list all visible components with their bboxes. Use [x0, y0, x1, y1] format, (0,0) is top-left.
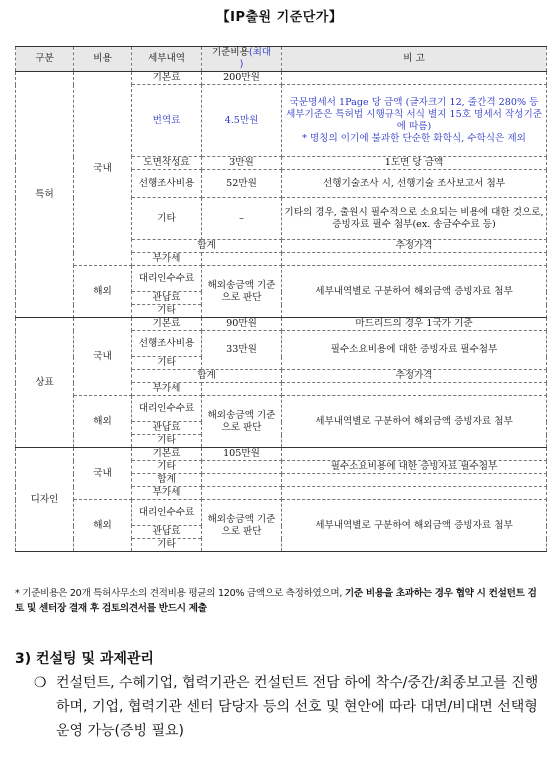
trademark-basic-value: 90만원	[202, 318, 282, 331]
patent-translation-note-1: 국문명세서 1Page 당 금액 (글자크기 12, 줄간격 280% 등 세부기준은 특허법 시행규칙 서식 별지 15호 명세서 작성기준에 따름)	[286, 96, 542, 132]
header-cost: 비용	[74, 47, 132, 72]
trademark-etc-label: 기타	[132, 357, 202, 370]
design-agent-fee: 대리인수수료	[132, 500, 202, 526]
trademark-fx-basis: 해외송금액 기준으로 판단	[202, 396, 282, 448]
bullet-text: 컨설턴트, 수혜기업, 협력기관은 컨설턴트 전담 하에 착수/중간/최종보고를 진행하며, 기업, 협력기관 센터 담당자 등의 선호 및 현안에 따라 대면/비대면 선택형 운영 가능(증빙 필요)	[56, 675, 539, 739]
fee-table	[15, 46, 547, 552]
trademark-overseas: 해외	[74, 396, 132, 448]
patent-drawing-value: 3만원	[202, 157, 282, 170]
design-etc-label: 기타	[132, 461, 202, 474]
patent-prior-label: 선행조사비용	[132, 170, 202, 198]
patent-fx-note: 세부내역별로 구분하여 해외금액 증빙자료 첨부	[282, 266, 547, 318]
category-trademark: 상표	[16, 318, 74, 448]
design-etc-value	[202, 461, 282, 474]
patent-overseas: 해외	[74, 266, 132, 318]
design-sum-value	[202, 474, 282, 487]
category-patent: 특허	[16, 72, 74, 318]
design-fx-note: 세부내역별로 구분하여 해외금액 증빙자료 첨부	[282, 500, 547, 552]
patent-translation-note-2: * 명칭의 이기에 불과한 단순한 화학식, 수학식은 제외	[302, 132, 526, 144]
patent-basic-note	[282, 72, 547, 85]
footnote-text: * 기준비용은 20개 특허사무소의 견적비용 평균의 120% 금액으로 측정하였으며,	[15, 588, 345, 599]
table-row	[16, 396, 547, 422]
design-fx-basis: 해외송금액 기준으로 판단	[202, 500, 282, 552]
design-official-fee: 관납료	[132, 526, 202, 539]
patent-translation-note	[282, 85, 547, 157]
patent-prior-value: 52만원	[202, 170, 282, 198]
design-domestic: 국내	[74, 448, 132, 500]
section-heading: 3) 컨설팅 및 과제관리	[15, 651, 154, 667]
header-category: 구분	[16, 47, 74, 72]
design-overseas: 해외	[74, 500, 132, 552]
table-row	[16, 318, 547, 331]
header-max-close: )	[239, 59, 244, 70]
design-vat-label: 부가세	[132, 487, 202, 500]
trademark-official-fee: 관납료	[132, 422, 202, 435]
trademark-prior-value: 33만원	[202, 331, 282, 370]
table-row	[16, 448, 547, 461]
patent-official-fee: 관납료	[132, 292, 202, 305]
patent-basic-value: 200만원	[202, 72, 282, 85]
category-design: 디자인	[16, 448, 74, 552]
patent-translation-value: 4.5만원	[202, 85, 282, 157]
patent-drawing-note: 1도면 당 금액	[282, 157, 547, 170]
design-basic-value: 105만원	[202, 448, 282, 461]
trademark-basic-note: 마드리드의 경우 1국가 기준	[282, 318, 547, 331]
trademark-overseas-etc: 기타	[132, 435, 202, 448]
table-header-row	[16, 47, 547, 72]
patent-agent-fee: 대리인수수료	[132, 266, 202, 292]
patent-domestic: 국내	[74, 72, 132, 266]
header-detail: 세부내역	[132, 47, 202, 72]
header-standard-cost-text: 기준비용	[211, 47, 249, 58]
trademark-fx-note: 세부내역별로 구분하여 해외금액 증빙자료 첨부	[282, 396, 547, 448]
header-max-label: (최대	[248, 47, 272, 58]
design-vat-value	[202, 487, 282, 500]
patent-etc-label: 기타	[132, 198, 202, 240]
patent-etc-note: 기타의 경우, 출원시 필수적으로 소요되는 비용에 대한 것으로, 증빙자료 필수 첨부(ex. 송금수수료 등)	[282, 198, 547, 240]
footnote-emphasis: 기준 비용을 초과하는 경우 협약 시 컨설턴트 검토 및 센터장 결재 후 검토의견서를 반드시 제출	[15, 588, 537, 614]
trademark-basic-label: 기본료	[132, 318, 202, 331]
design-basic-label: 기본료	[132, 448, 202, 461]
design-vat-note	[282, 487, 547, 500]
patent-etc-value: –	[202, 198, 282, 240]
trademark-agent-fee: 대리인수수료	[132, 396, 202, 422]
trademark-prior-note: 필수소요비용에 대한 증빙자료 필수첨부	[282, 331, 547, 370]
table-row	[16, 266, 547, 292]
patent-overseas-etc: 기타	[132, 305, 202, 318]
design-basic-note	[282, 448, 547, 461]
design-sum-note	[282, 474, 547, 487]
trademark-vat-label: 부가세	[132, 383, 202, 396]
header-standard-cost	[202, 47, 282, 72]
trademark-sum-label: 합계	[132, 370, 282, 383]
design-etc-note: 필수소요비용에 대한 증빙자료 필수첨부	[282, 461, 547, 474]
header-remarks: 비 고	[282, 47, 547, 72]
patent-basic-label: 기본료	[132, 72, 202, 85]
trademark-domestic: 국내	[74, 318, 132, 396]
design-sum-label: 합계	[132, 474, 202, 487]
page-title: 【IP출원 기준단가】	[216, 10, 343, 25]
trademark-vat-note	[282, 383, 547, 396]
patent-vat-note	[282, 253, 547, 266]
trademark-sum-note: 추정가격	[282, 370, 547, 383]
circle-bullet-icon: ❍	[34, 675, 47, 691]
patent-sum-label: 합계	[132, 240, 282, 253]
trademark-prior-label: 선행조사비용	[132, 331, 202, 357]
patent-fx-basis: 해외송금액 기준으로 판단	[202, 266, 282, 318]
trademark-vat-value	[202, 383, 282, 396]
patent-vat-value	[202, 253, 282, 266]
footnote	[15, 586, 545, 616]
design-overseas-etc: 기타	[132, 539, 202, 552]
patent-prior-note: 선행기술조사 시, 선행기술 조사보고서 첨부	[282, 170, 547, 198]
patent-drawing-label: 도면작성료	[132, 157, 202, 170]
patent-translation-label: 번역료	[132, 85, 202, 157]
bullet-paragraph	[34, 671, 549, 743]
table-row	[16, 500, 547, 526]
patent-sum-note: 추정가격	[282, 240, 547, 253]
table-row	[16, 72, 547, 85]
patent-vat-label: 부가세	[132, 253, 202, 266]
